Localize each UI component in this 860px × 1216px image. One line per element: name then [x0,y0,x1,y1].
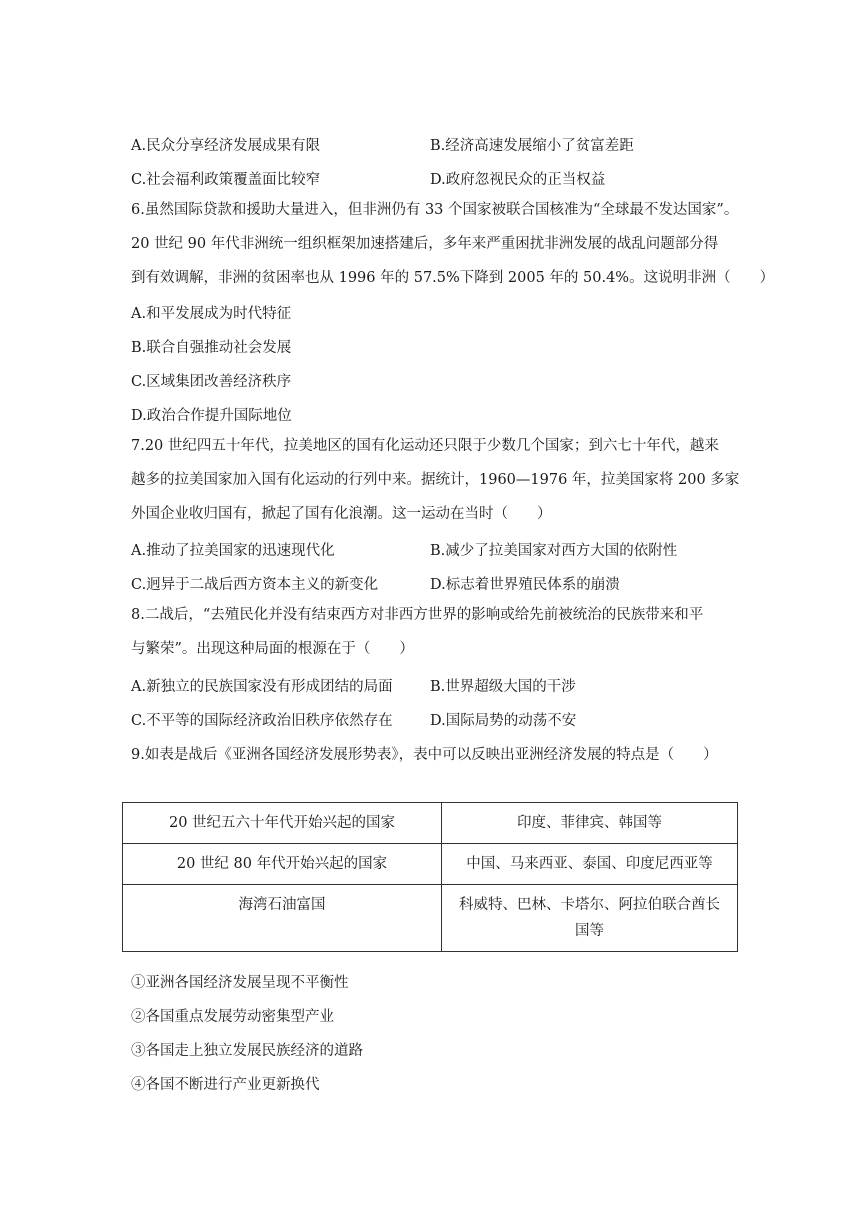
q6-option-a: A.和平发展成为时代特征 [131,306,292,322]
table-cell: 20 世纪 80 年代开始兴起的国家 [123,844,442,885]
q6-stem-line: 20 世纪 90 年代非洲统一组织框架加速搭建后，多年来严重困扰非洲发展的战乱问题部分得 [131,236,719,252]
q8-option-d: D.国际局势的动荡不安 [430,713,577,729]
table-cell: 科威特、巴林、卡塔尔、阿拉伯联合酋长国等 [442,885,738,952]
q8-stem [131,598,743,666]
q7-option-d: D.标志着世界殖民体系的崩溃 [430,577,620,593]
q7-stem-line: 外国企业收归国有，掀起了国有化浪潮。这一运动在当时（ ） [131,506,552,522]
table-cell: 中国、马来西亚、泰国、印度尼西亚等 [442,844,738,885]
table-row [123,885,738,952]
q7-stem-line: 越多的拉美国家加入国有化运动的行列中来。据统计，1960—1976 年，拉美国家将 200 多家 [131,472,740,488]
table-cell: 20 世纪五六十年代开始兴起的国家 [123,803,442,844]
table-row [123,803,738,844]
q7-stem-line: 7.20 世纪四五十年代，拉美地区的国有化运动还只限于少数几个国家；到六七十年代，越来 [131,438,719,454]
q8-stem-line: 与繁荣”。出现这种局面的根源在于（ ） [131,641,414,657]
q8-stem-line: 8.二战后，“去殖民化并没有结束西方对非西方世界的影响或给先前被统治的民族带来和平 [131,607,704,623]
q7-stem [131,429,743,531]
q9-item-3: ③各国走上独立发展民族经济的道路 [131,1043,363,1059]
table-row [123,844,738,885]
q9-stem: 9.如表是战后《亚洲各国经济发展形势表》，表中可以反映出亚洲经济发展的特点是（ ） [131,747,718,763]
q9-item-4: ④各国不断进行产业更新换代 [131,1077,320,1093]
q6-stem-line: 6.虽然国际贷款和援助大量进入，但非洲仍有 33 个国家被联合国核准为“全球最不发达国家”。 [131,202,739,218]
table-cell: 海湾石油富国 [123,885,442,952]
q9-item-1: ①亚洲各国经济发展呈现不平衡性 [131,975,349,991]
q6-option-b: B.联合自强推动社会发展 [131,340,292,356]
q6-stem [131,193,775,295]
table-cell: 印度、菲律宾、韩国等 [442,803,738,844]
q6-option-d: D.政治合作提升国际地位 [131,408,292,424]
q5-option-b: B.经济高速发展缩小了贫富差距 [430,138,634,154]
q7-option-a: A.推动了拉美国家的迅速现代化 [131,543,335,559]
q9-item-2: ②各国重点发展劳动密集型产业 [131,1009,334,1025]
q5-option-a: A.民众分享经济发展成果有限 [131,138,321,154]
q6-option-c: C.区域集团改善经济秩序 [131,374,292,390]
q6-stem-line: 到有效调解，非洲的贫困率也从 1996 年的 57.5%下降到 2005 年的 50.4%。这说明非洲（ ） [131,270,775,286]
q7-option-b: B.减少了拉美国家对西方大国的依附性 [430,543,678,559]
q8-option-b: B.世界超级大国的干涉 [430,679,576,695]
q8-option-c: C.不平等的国际经济政治旧秩序依然存在 [131,713,393,729]
q5-option-c: C.社会福利政策覆盖面比较窄 [131,172,321,188]
q7-option-c: C.迥异于二战后西方资本主义的新变化 [131,577,379,593]
q5-option-d: D.政府忽视民众的正当权益 [430,172,606,188]
q8-option-a: A.新独立的民族国家没有形成团结的局面 [131,679,393,695]
q9-table [122,802,738,952]
